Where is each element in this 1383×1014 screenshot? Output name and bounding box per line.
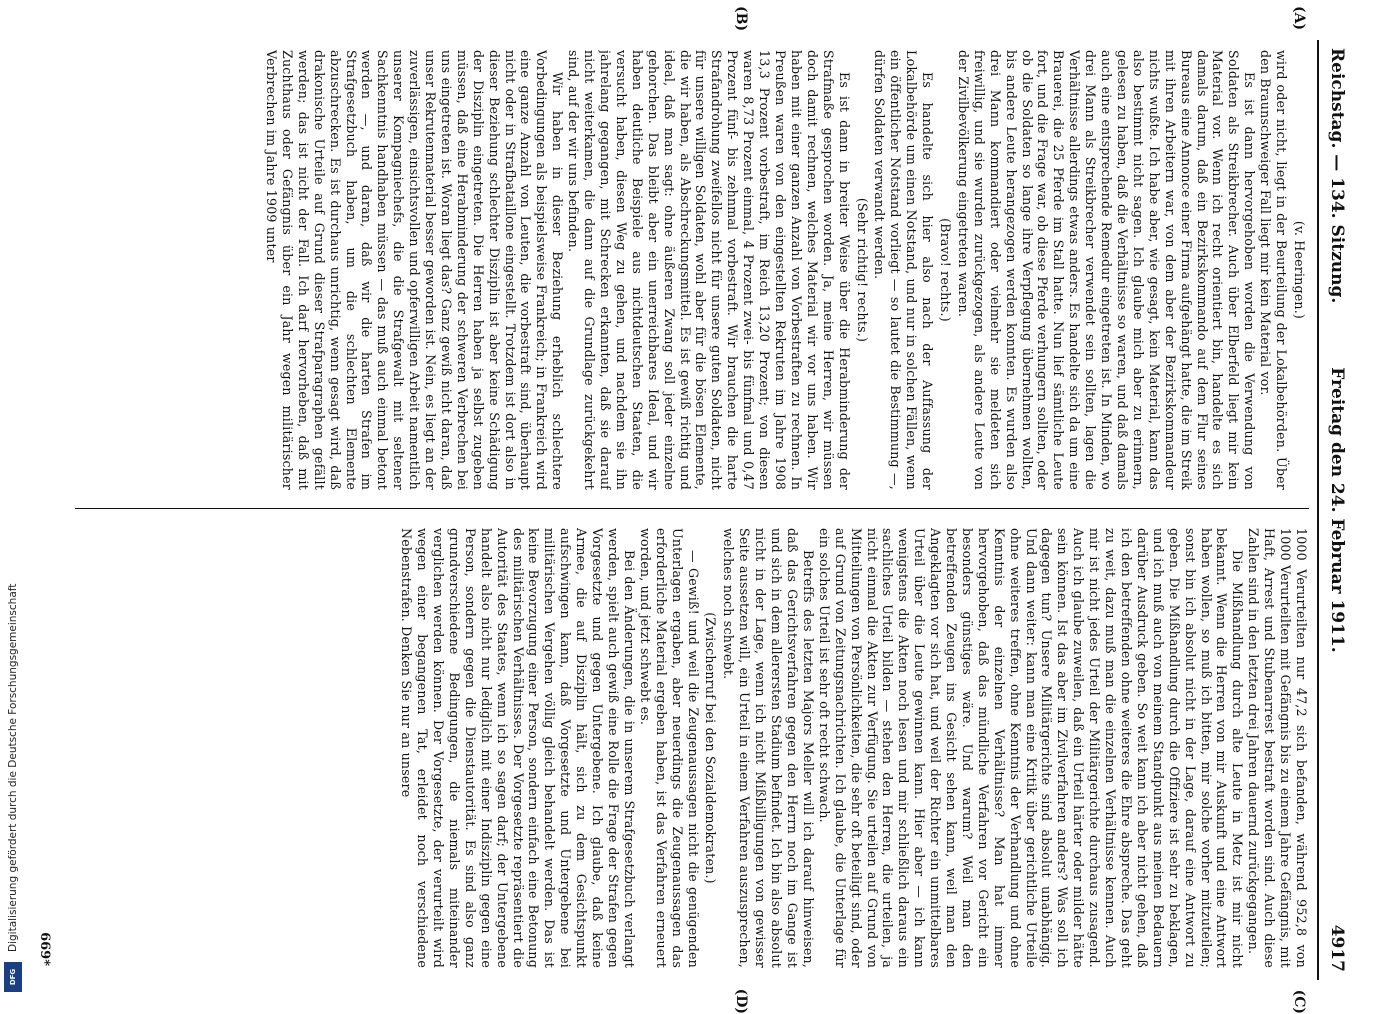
speaker-label: (v. Heeringen.) — [1292, 220, 1307, 320]
margin-marker-a: (A) — [1291, 6, 1307, 31]
column-divider — [75, 508, 1309, 509]
margin-marker-d: (D) — [733, 988, 749, 1014]
interjection: (Zwischenruf bei den Sozialdemokraten.) — [703, 612, 719, 884]
header-date: Freitag den 24. Februar 1911. — [1327, 367, 1347, 653]
left-column — [75, 50, 1309, 490]
dfg-logo: DFG — [4, 962, 22, 992]
footer-page-number: 669* — [37, 932, 52, 966]
header-page-number: 4917 — [1327, 924, 1347, 972]
page-content — [37, 6, 1355, 1014]
page-header — [1317, 40, 1355, 980]
paragraph: Es ist dann hervorgehoben worden die Verwendung von Soldaten als Streikbrecher. Auch über Elberfeld liegt mir kein Material vor. Wenn ich recht orientiert bin, handelte es sich damals darum, daß ein Bezirkskommando auf dem Flur seines Bureaus eine Annonce einer Firma aufgehängt hatte, die im Streik mit ihren Arbeitern war, von dem aber der Bezirkskommandeur nichts wußte. Ich habe aber, wie gesagt, kein Material, kann das also bestimmt nicht sagen. Ich glaube mich aber zu erinnern, gelesen zu haben, daß die Verhältnisse so waren, und daß damals auch eine entsprechende Remedur eingetreten ist. In Minden, wo drei Mann als Streikbrecher verwendet sein sollten, lagen die Verhältnisse allerdings etwas anders. Es handelte sich da um eine Brauerei, die 25 Pferde im Stall hatte. Nun lief sämtliche Leute fort, und die Frage war, ob diese Pferde verhungern sollten, oder ob die Soldaten so lange ihre Verpflegung übernehmen wollten, bis andere Leute herangezogen werden konnten. Es wurden also drei Mann kommandiert oder vielmehr sie meldeten sich freiwillig, und sie wurden zurückgezogen, als andere Leute von der Zivilbevölkerung eingetreten waren. — [955, 50, 1258, 490]
margin-marker-c: (C) — [1291, 989, 1307, 1014]
margin-marker-b: (B) — [733, 6, 749, 32]
scanned-page — [37, 6, 1375, 1014]
paragraph: Betreffs des letzten Majors Meller will ich darauf hinweisen, daß das Gerichtsverfahren gegen den Herrn noch im Gange ist und sich in dem allerersten Stadium befindet. Ich bin also absolut nicht in der Lage, wenn ich nicht Mißbilligungen von gewisser Seite aussetzen will, ein Urteil in einem Verfahren auszusprechen, welches noch schwebt. — [721, 528, 816, 968]
paragraph: Wir haben in dieser Beziehung erheblich schlechtere Vorbedingungen als beispielsweise Frankreich; in Frankreich wird eine ganze Anzahl von Leuten, die vorbestraft sind, überhaupt nicht oder in Strafbataillone eingestellt. Trotzdem ist dort also in dieser Beziehung schlechter Disziplin ist aber keine Schädigung der Disziplin eingetreten. Die Herren haben ja selbst zugeben müssen, daß eine Herabminderung der schweren Verbrechen bei uns eingetreten ist. Woran liegt das? Ganz gewiß nicht daran, daß unser Rekrutenmaterial besser geworden ist. Nein, es liegt an der zuverlässigen, einsichtsvollen und opferwilligen Arbeit namentlich unserer Kompagniechefs, die die Strafgewalt mit seltener Sachkenntnis handhaben müssen — das muß auch einmal betont werden —, und daran, daß wir die harten Strafen im Strafgesetzbuch haben, um die schlechten Elemente abzuschrecken. Es ist durchaus unrichtig, wenn gesagt wird, daß drakonische Urteile auf Grund dieser Strafparagraphen gefällt werden; das ist nicht der Fall. Ich darf hervorheben, daß mit Zuchthaus oder Gefängnis über ein Jahr wegen militärischer Verbrechen im Jahre 1909 unter — [264, 50, 566, 490]
paragraph: Die Mißhandlung durch alte Leute in Metz ist mir nicht bekannt. Wenn die Herren von mir Auskunft und eine Antwort haben wollen, so muß ich bitten, mir solche vorher mitzuteilen; sonst bin ich absolut nicht in der Lage, darauf eine Antwort zu geben. Die Mißhandlung durch die Offiziere ist sehr zu beklagen, und ich muß auch von meinem Standpunkt aus meinen Bedauern darüber Ausdruck geben. So weit kann ich aber nicht gehen, daß ich den betreffenden ohne weiteres die Ehre abspreche. Das geht zu weit, dazu muß man die einzelnen Verhältnisse kennen. Auch mir ist nicht jedes Urteil der Militärgerichte durchaus zusagend. Auch ich glaube zuweilen, daß ein Urteil härter oder milder hätte sein können. Ist das aber im Zivilverfahren anders? Was soll ich dagegen tun? Unsere Militärgerichte sind absolut unabhängig. Und dann weiter: kann man eine Kritik über gerichtliche Urteile ohne weiteres treffen, ohne Kenntnis der Verhandlung und ohne Kenntnis der einzelnen Verhältnisse? Man hat immer hervorgehoben, daß das mündliche Verfahren vor Gericht ein besonders günstiges wäre. Und warum? Weil man den betreffenden Zeugen ins Gesicht sehen kann, weil man den Angeklagten vor sich hat, und weil der Richter ein unmittelbares Urteil über die Leute gewinnen kann. Hier aber — ich kann wenigstens die Akten noch lesen und mir schließlich daraus ein sachliches Urteil bilden — stehen den Herren, die urteilen, ja nicht einmal die Akten zur Verfügung. Sie urteilen auf Grund von Mitteilungen von Persönlichkeiten, die sehr oft beteiligt sind, oder auf Grund von Zeitungsnachrichten. Ich glaube, die Unterlage für ein solches Urteil ist sehr oft recht schwach. — [816, 528, 1246, 968]
paragraph: Es ist dann in breiter Weise über die Herabminderung der Strafmaße gesprochen worden. Ja, meine Herren, wir müssen doch damit rechnen, welches Material wir vor uns haben. Wir haben mit einer ganzen Anzahl von Vorbestraften zu rechnen. In Preußen waren von den eingestellten Rekruten im Jahre 1908 13,3 Prozent vorbestraft, im Reich 13,20 Prozent; von diesen waren 8,73 Prozent einmal, 4 Prozent zwei- bis fünfmal und 0,47 Prozent fünf- bis zehnmal vorbestraft. Wir brauchen die harte Strafandrohung zweifellos nicht für unsere guten Soldaten, nicht für unsere willigen Soldaten, wohl aber für die bösen Elemente, die wir haben, als Abschreckungsmittel. Es ist gewiß richtig und ideal, daß man sagt: ohne äußeren Zwang soll jeder einzelne gehorchen. Das bleibt aber ein unerreichbares Ideal, und wir haben deutliche Beispiele aus nichtdeutschen Staaten, die versucht haben, diesen Weg zu gehen, und nachdem sie ihn jahrelang gegangen, mit Schrecken erkannten, daß sie darauf nicht weiterkamen, die dann auf die Grundlage zurückgekehrt sind, auf der wir uns befinden. — [566, 50, 852, 490]
paragraph: Es handelte sich hier also nach der Auffassung der Lokalbehörde um einen Notstand, und nur in solchen Fällen, wenn ein öffentlicher Notstand vorliegt — so lautet die Bestimmung —, dürfen Soldaten verwandt werden. — [872, 50, 936, 490]
header-left: Reichstag. — 134. Sitzung. — [1327, 48, 1347, 304]
paragraph: wird oder nicht, liegt in der Beurteilung der Lokalbehörden. Über den Braunschweiger Fall liegt mir kein Material vor. — [1258, 50, 1290, 490]
paragraph: Bei den Änderungen, die in unserem Strafgesetzbuch verlangt werden, spielt auch gewiß eine Rolle die Frage der Strafen gegen Vorgesetzte und gegen Untergebene. Ich glaube, daß keine Armee, die auf Disziplin hält, sich zu dem Gesichtspunkt aufschwingen kann, daß Vorgesetzte und Untergebene bei militärischen Vergehen völlig gleich behandelt werden. Das ist keine Bevorzugung einer Person, sondern einfach eine Betonung des militärischen Verhältnisses. Der Vorgesetzte repräsentiert die Autorität des Staates, wenn ich so sagen darf; der Untergebene handelt also nicht nur lediglich mit einer Indisziplin gegen eine Person, sondern gegen die Dienstautorität. Es sind also ganz grundverschiedene Bedingungen, die niemals miteinander verglichen werden können. Der Vorgesetzte, der verurteilt wird wegen einer begangenen Tat, erleidet noch verschiedene Nebenstrafen. Denken Sie nur an unsere — [399, 528, 637, 968]
paragraph: 1000 Verurteilten nur 47,2 sich befanden, während 952,8 von 1000 Verurteilten mit Gefängnis bis zu einem Jahre Gefängnis, mit Haft, Arrest und Stubenarrest bestraft worden sind. Auch diese Zahlen sind in den letzten drei Jahren dauernd zurückgegangen. — [1246, 528, 1309, 968]
right-column — [75, 528, 1309, 968]
digitization-note: Digitalisierung gefördert durch die Deutsche Forschungsgemeinschaft — [7, 583, 19, 952]
interjection: (Sehr richtig! rechts.) — [854, 197, 870, 343]
interjection: (Bravo! rechts.) — [938, 218, 954, 322]
paragraph: — Gewiß! und weil die Zeugenaussagen nicht die genügenden Unterlagen ergaben, aber neuerdings die Zeugenaussagen das erforderliche Material ergeben haben, ist das Verfahren erneuert worden, und jetzt schwebt es. — [637, 528, 701, 968]
digitization-sidebar — [0, 0, 26, 1000]
